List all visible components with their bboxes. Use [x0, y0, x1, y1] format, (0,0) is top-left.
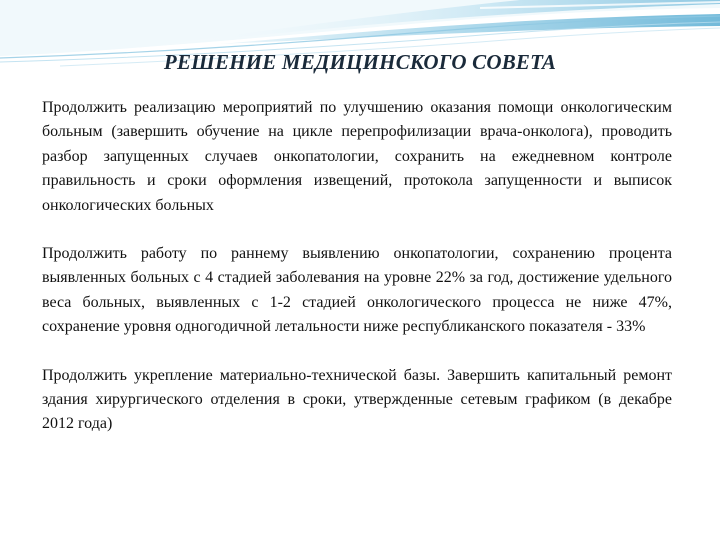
- decision-paragraph-1: Продолжить реализацию мероприятий по улучшению оказания помощи онкологическим больным (завершить обучение на цикле перепрофилизации врача-онколога), проводить разбор запущенных случаев онкопатологии, сохранить на ежедневном контроле правильность и сроки оформления извещений, протокола запущенности и выписок онкологических больных: [42, 99, 672, 214]
- header-wave-decoration: [0, 0, 720, 90]
- slide-body: [42, 96, 672, 437]
- decision-paragraph-2: Продолжить работу по раннему выявлению онкопатологии, сохранению процента выявленных больных с 4 стадией заболевания на уровне 22% за год, достижение удельного веса больных, выявленных с 1-2 стадией онкологического процесса не ниже 47%, сохранение уровня одногодичной летальности ниже республиканского показателя - 33%: [42, 245, 672, 336]
- slide-title: РЕШЕНИЕ МЕДИЦИНСКОГО СОВЕТА: [163, 50, 557, 74]
- decision-paragraph-3: Продолжить укрепление материально-технической базы. Завершить капитальный ремонт здания хирургического отделения в сроки, утвержденные сетевым графиком (в декабре 2012 года): [42, 366, 672, 433]
